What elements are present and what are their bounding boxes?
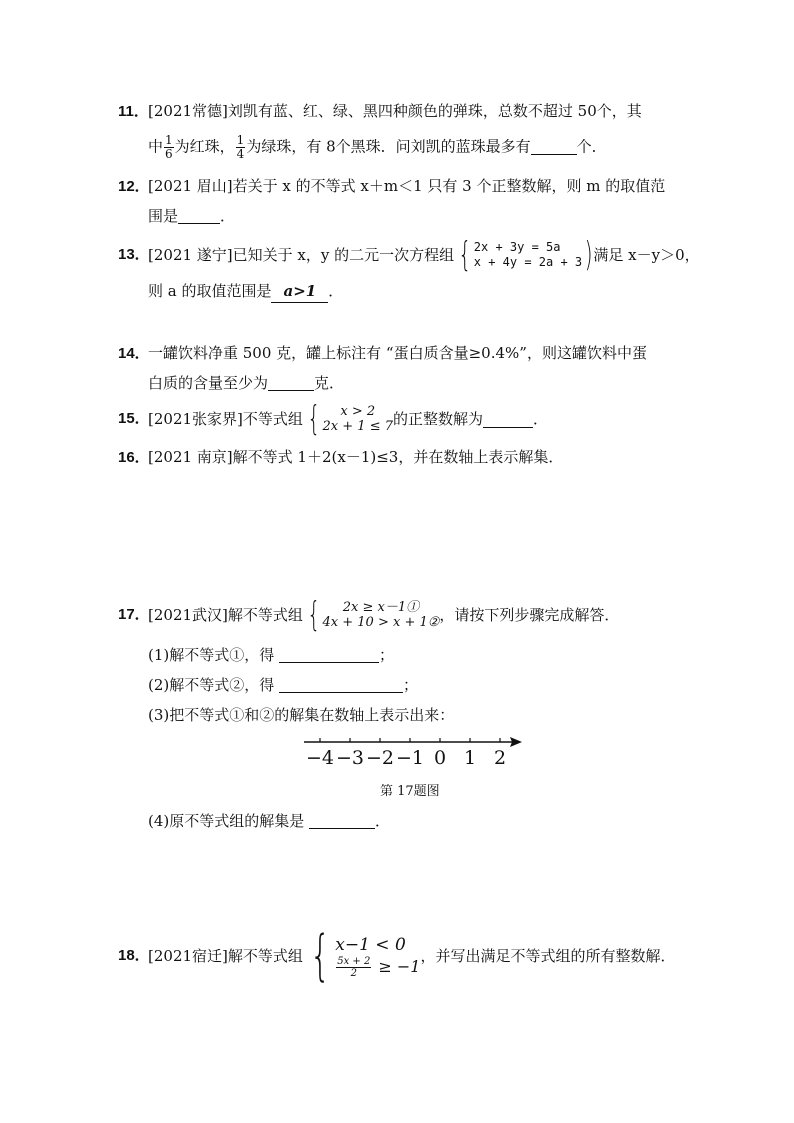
question-text: ． [220, 207, 236, 225]
answer-blank[interactable] [279, 646, 379, 663]
question-12 [118, 175, 678, 225]
question-text: [2021 遂宁]已知关于 x，y 的二元一次方程组 [148, 246, 455, 264]
inequality-system: { 2x ≥ x－1① 4x + 10 > x + 1② [307, 595, 440, 635]
question-text: 围是 [148, 207, 179, 225]
question-text: 白质的含量至少为 [148, 374, 269, 392]
fraction-one-sixth: $\frac{1}{6}$ [165, 133, 173, 161]
number-line-label: 2 [493, 747, 507, 769]
question-17 [118, 595, 678, 724]
answer-blank[interactable] [268, 374, 314, 391]
step-text: ． [375, 812, 391, 830]
inequality-system: { x > 2 2x + 1 ≤ 7 [307, 399, 393, 439]
question-number: 17． [118, 606, 150, 623]
number-line-label: −1 [395, 747, 425, 769]
question-number: 12． [118, 178, 150, 195]
answer-filled[interactable]: a>1 [271, 280, 328, 303]
question-text: [2021常德]刘凯有蓝、红、绿、黑四种颜色的弹珠，总数不超过 50个，其 [148, 102, 642, 120]
question-number: 14． [118, 345, 150, 362]
question-number: 11． [118, 103, 149, 120]
inequality-1: x−1 < 0 [335, 934, 406, 955]
answer-blank[interactable] [279, 676, 403, 693]
number-line-label: −3 [335, 747, 365, 769]
step-text: (2)解不等式②，得 [148, 676, 275, 694]
inequality-2: $\frac{5x + 2}{2}$ ≥ −1 [337, 955, 421, 979]
question-number: 16． [118, 449, 150, 466]
question-text: ． [533, 410, 549, 428]
question-18 [118, 924, 678, 987]
question-text: [2021 南京]解不等式 1＋2(x－1)≤3，并在数轴上表示解集． [148, 448, 564, 466]
question-number: 13． [118, 246, 150, 263]
equation-2: x + 4y = 2a + 3 [473, 255, 583, 269]
question-11 [118, 100, 678, 161]
answer-blank[interactable] [309, 812, 375, 829]
number-line-label: 1 [463, 747, 477, 769]
question-text: [2021张家界]不等式组 [148, 410, 303, 428]
question-text: 的正整数解为 [393, 410, 484, 428]
number-line-label: −2 [365, 747, 395, 769]
inequality-system: { x−1 < 0 $\frac{5x + 2}{2}$ ≥ −1 [309, 924, 421, 987]
question-text: 克． [314, 374, 345, 392]
question-text: 为绿珠，有 8个黑珠．问刘凯的蓝珠最多有 [246, 137, 531, 156]
step-text: (3)把不等式①和②的解集在数轴上表示出来： [148, 706, 455, 724]
question-text: [2021宿迁]解不等式组 [148, 947, 303, 965]
number-line-label: 0 [433, 747, 447, 769]
question-14 [118, 342, 678, 392]
step-1 [148, 644, 394, 666]
inequality-2: 4x + 10 > x + 1② [322, 615, 440, 630]
answer-blank[interactable] [178, 207, 220, 224]
question-15 [118, 399, 678, 439]
step-2 [148, 674, 418, 696]
step-4 [148, 810, 390, 832]
inequality-2: 2x + 1 ≤ 7 [322, 419, 393, 434]
step-text: (1)解不等式①，得 [148, 646, 275, 664]
question-number: 15． [118, 410, 150, 427]
question-text: ． [328, 282, 344, 300]
number-line-figure [300, 730, 530, 772]
question-text: ，并写出满足不等式组的所有整数解． [420, 947, 676, 965]
step-text: ； [379, 646, 395, 664]
answer-blank[interactable] [531, 138, 577, 155]
step-text: ； [403, 676, 419, 694]
step-3 [148, 704, 454, 726]
figure-caption: 第 17题图 [380, 784, 440, 799]
question-text: 一罐饮料净重 500 克，罐上标注有 “蛋白质含量≥0.4%”，则这罐饮料中蛋 [148, 344, 647, 362]
fraction-one-quarter: $\frac{1}{4}$ [236, 133, 245, 161]
answer-blank[interactable] [483, 411, 533, 428]
question-text: 满足 x－y＞0， [593, 246, 700, 264]
question-13 [118, 235, 700, 300]
question-number: 18． [118, 947, 150, 964]
equation-system: { 2x + 3y = 5a x + 4y = 2a + 3 ) [458, 235, 593, 275]
question-text: 为红珠， [174, 137, 235, 156]
question-text: 中 [148, 137, 164, 156]
question-text: 则 a 的取值范围是 [148, 282, 272, 300]
question-text: 个． [576, 137, 607, 156]
inequality-1: x > 2 [340, 404, 376, 419]
equation-1: 2x + 3y = 5a [473, 240, 561, 254]
inequality-1: 2x ≥ x－1① [342, 600, 420, 615]
step-text: (4)原不等式组的解集是 [148, 812, 305, 830]
question-16 [118, 446, 678, 469]
question-text: [2021武汉]解不等式组 [148, 606, 303, 624]
number-line-label: −4 [305, 747, 335, 769]
question-text: ，请按下列步骤完成解答． [439, 606, 620, 624]
question-text: [2021 眉山]若关于 x 的不等式 x＋m＜1 只有 3 个正整数解，则 m 的取值范 [148, 177, 666, 195]
